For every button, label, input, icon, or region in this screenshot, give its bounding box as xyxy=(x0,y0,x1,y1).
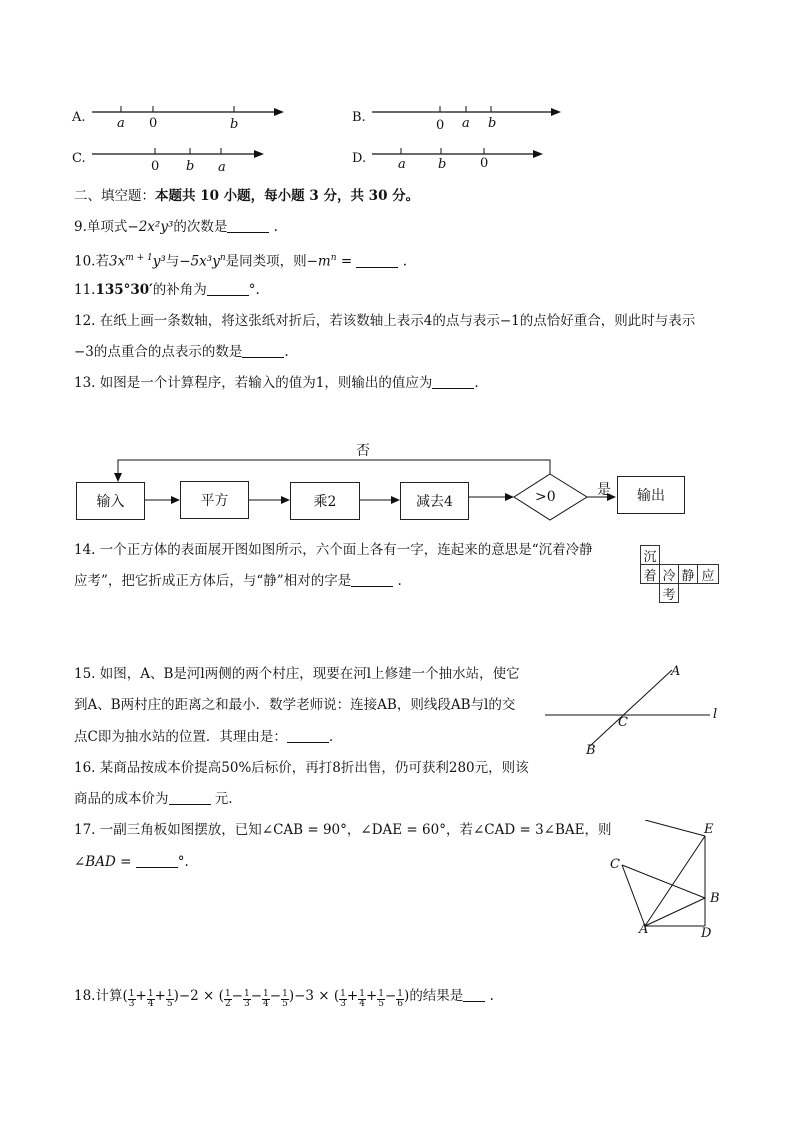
q18-op: )−2 × ( xyxy=(173,988,224,1004)
answer-blank[interactable] xyxy=(227,218,269,233)
fraction: $\frac{1}{5}$ xyxy=(166,989,173,1009)
answer-blank[interactable] xyxy=(432,374,474,389)
net-face: 考 xyxy=(659,583,679,603)
flow-box-output: 输出 xyxy=(617,476,685,514)
point-a-label: A xyxy=(671,664,681,679)
option-label: C. xyxy=(72,151,86,166)
answer-blank[interactable] xyxy=(287,728,329,743)
q9-text: 的次数是 xyxy=(173,219,228,235)
section-heading xyxy=(74,187,419,205)
line-l-label: l xyxy=(713,707,718,722)
tick-label: a xyxy=(117,116,125,131)
point-b-label: B xyxy=(586,743,596,758)
yes-label: 是 xyxy=(597,482,611,498)
option-label: D. xyxy=(352,151,367,166)
q17-text: ∠BAD = xyxy=(74,854,136,870)
q18-text: 的结果是 xyxy=(409,988,464,1004)
question-14-line1: 14. 一个正方体的表面展开图如图所示，六个面上各有一字，连起来的意思是“沉着冷静 xyxy=(74,542,593,558)
question-17-line1: 17. 一副三角板如图摆放，已知∠CAB = 90°，∠DAE = 60°，若∠CAD = 3∠BAE，则 xyxy=(74,822,612,838)
river-lines xyxy=(540,660,720,760)
flow-box-subtract: 减去4 xyxy=(400,482,469,520)
tick-label: 0 xyxy=(151,159,160,174)
answer-blank[interactable] xyxy=(356,253,398,268)
question-11 xyxy=(74,281,260,299)
question-16-line1: 16. 某商品按成本价提高50%后标价，再打8折出售，仍可获利280元，则该 xyxy=(74,760,529,776)
tick-label: 0 xyxy=(436,118,445,133)
point-a-label: A xyxy=(639,922,649,937)
punct: 元. xyxy=(214,791,233,807)
q18-op: )−3 × ( xyxy=(288,988,340,1004)
flow-box-input: 输入 xyxy=(76,482,145,520)
q10-text: 若 xyxy=(95,253,109,270)
tick-label: a xyxy=(218,160,226,175)
punct: . xyxy=(397,573,402,589)
q12-text: −3的点重合的点表示的数是 xyxy=(74,344,243,360)
question-17-line2 xyxy=(74,853,189,871)
point-b-label: B xyxy=(710,891,720,906)
q10-math: 3x xyxy=(108,253,126,270)
q9-text: 单项式 xyxy=(86,219,128,235)
punct: . xyxy=(489,988,494,1004)
section-instructions: 本题共 10 小题，每小题 3 分，共 30 分。 xyxy=(155,188,420,204)
net-face: 着 xyxy=(640,564,660,584)
question-15-line1: 15. 如图，A、B是河l两侧的两个村庄，现要在河l上修建一个抽水站，使它 xyxy=(74,666,520,682)
paren: ) xyxy=(404,988,410,1004)
number-line-c xyxy=(92,142,272,172)
fraction: $\frac{1}{3}$ xyxy=(128,989,135,1009)
question-number: 9. xyxy=(74,219,87,235)
question-9 xyxy=(74,218,278,236)
question-14-line2 xyxy=(74,572,402,590)
question-number: 11. xyxy=(74,282,96,298)
q11-math: 135°30′ xyxy=(95,282,153,298)
question-15-line3 xyxy=(74,728,333,746)
point-c-label: C xyxy=(618,715,628,730)
punct: °. xyxy=(177,854,189,870)
fraction: $\frac{1}{6}$ xyxy=(397,989,404,1009)
flow-box-square: 平方 xyxy=(180,481,249,519)
q10-equals: = xyxy=(336,253,357,270)
paren: ( xyxy=(122,988,128,1004)
question-18: 18.计算( $\frac{1}{3}$ + $\frac{1}{4}$ + $\frac{1}{5}$ )−2 × ( $\frac{1}{2}$ − $\frac{1}{3}$ − $\frac{1}{4}$ − $\frac{1}{5}$ )−3 × ( $\frac{1}{3}$ + $\frac{1}{4}$ + $\frac{1}{5}$ − $\frac{1}{6}$ )的结果是 . xyxy=(74,988,494,1009)
q15-text: 点C即为抽水站的位置．其理由是： xyxy=(74,729,287,745)
q10-text: 是同类项，则 xyxy=(225,253,307,270)
fraction: $\frac{1}{5}$ xyxy=(378,989,384,1009)
q10-text: 与 xyxy=(165,253,180,270)
tick-label: b xyxy=(230,117,239,132)
tick-label: b xyxy=(438,157,447,172)
answer-blank[interactable] xyxy=(169,790,211,805)
point-d-label: D xyxy=(701,926,712,941)
tick-label: 0 xyxy=(149,116,158,131)
net-face: 静 xyxy=(678,564,698,584)
flow-box-multiply: 乘2 xyxy=(290,482,360,520)
question-12-line1: 12. 在纸上画一条数轴，将这张纸对折后，若该数轴上表示4的点与表示−1的点恰好重合，则此时与表示 xyxy=(74,313,696,329)
tick-label: 0 xyxy=(480,156,489,171)
q10-exponent: m + 1 xyxy=(125,253,153,263)
q13-text: 13. 如图是一个计算程序，若输入的值为1，则输出的值应为 xyxy=(74,375,433,391)
tick-label: a xyxy=(398,157,406,172)
tick-label: a xyxy=(462,116,470,131)
condition-label: >0 xyxy=(535,489,556,505)
punct: . xyxy=(284,344,289,360)
punct: . xyxy=(328,729,334,745)
fraction: $\frac{1}{4}$ xyxy=(147,989,154,1009)
section-prefix: 二、填空题： xyxy=(74,188,155,204)
punct: . xyxy=(474,375,479,391)
fraction: $\frac{1}{4}$ xyxy=(359,989,365,1009)
q10-math: y³ xyxy=(152,253,166,270)
net-face: 应 xyxy=(697,564,719,584)
point-e-label: E xyxy=(704,822,714,837)
fraction: $\frac{1}{3}$ xyxy=(243,989,250,1009)
punct: °. xyxy=(248,282,260,298)
tick-label: b xyxy=(488,116,497,131)
fraction: $\frac{1}{5}$ xyxy=(282,989,288,1009)
point-c-label: C xyxy=(610,857,620,872)
net-face: 沉 xyxy=(640,545,660,565)
question-15-line2: 到A、B两村庄的距离之和最小．数学老师说：连接AB，则线段AB与l的交 xyxy=(74,697,516,713)
question-12-line2 xyxy=(74,343,289,361)
tick-label: b xyxy=(186,159,195,174)
answer-blank[interactable] xyxy=(463,987,485,1002)
answer-blank[interactable] xyxy=(207,281,249,296)
fraction: $\frac{1}{4}$ xyxy=(263,989,269,1009)
punct: . xyxy=(402,253,408,270)
question-number: 10. xyxy=(74,253,96,270)
punct: . xyxy=(273,219,278,235)
q10-exponent: n xyxy=(219,253,226,263)
no-label: 否 xyxy=(356,443,370,459)
q10-math: −m xyxy=(306,253,331,270)
fraction: $\frac{1}{2}$ xyxy=(224,989,231,1009)
fraction: $\frac{1}{3}$ xyxy=(340,989,346,1009)
question-10 xyxy=(74,249,407,271)
q18-text: 计算 xyxy=(95,988,123,1004)
question-13 xyxy=(74,374,479,392)
q10-exponent: n xyxy=(330,253,337,263)
q9-math: −2x²y³ xyxy=(127,219,174,235)
q10-math: −5x³y xyxy=(179,253,220,270)
q14-text: 应考”，把它折成正方体后，与“静”相对的字是 xyxy=(74,573,352,589)
answer-blank[interactable] xyxy=(351,572,393,587)
question-16-line2 xyxy=(74,790,233,808)
option-label: B. xyxy=(352,110,366,125)
answer-blank[interactable] xyxy=(242,343,284,358)
option-label: A. xyxy=(72,110,86,125)
q11-text: 的补角为 xyxy=(152,282,207,298)
net-face: 冷 xyxy=(659,564,679,584)
q16-text: 商品的成本价为 xyxy=(74,791,169,807)
answer-blank[interactable] xyxy=(136,853,178,868)
question-number: 18. xyxy=(74,988,96,1004)
